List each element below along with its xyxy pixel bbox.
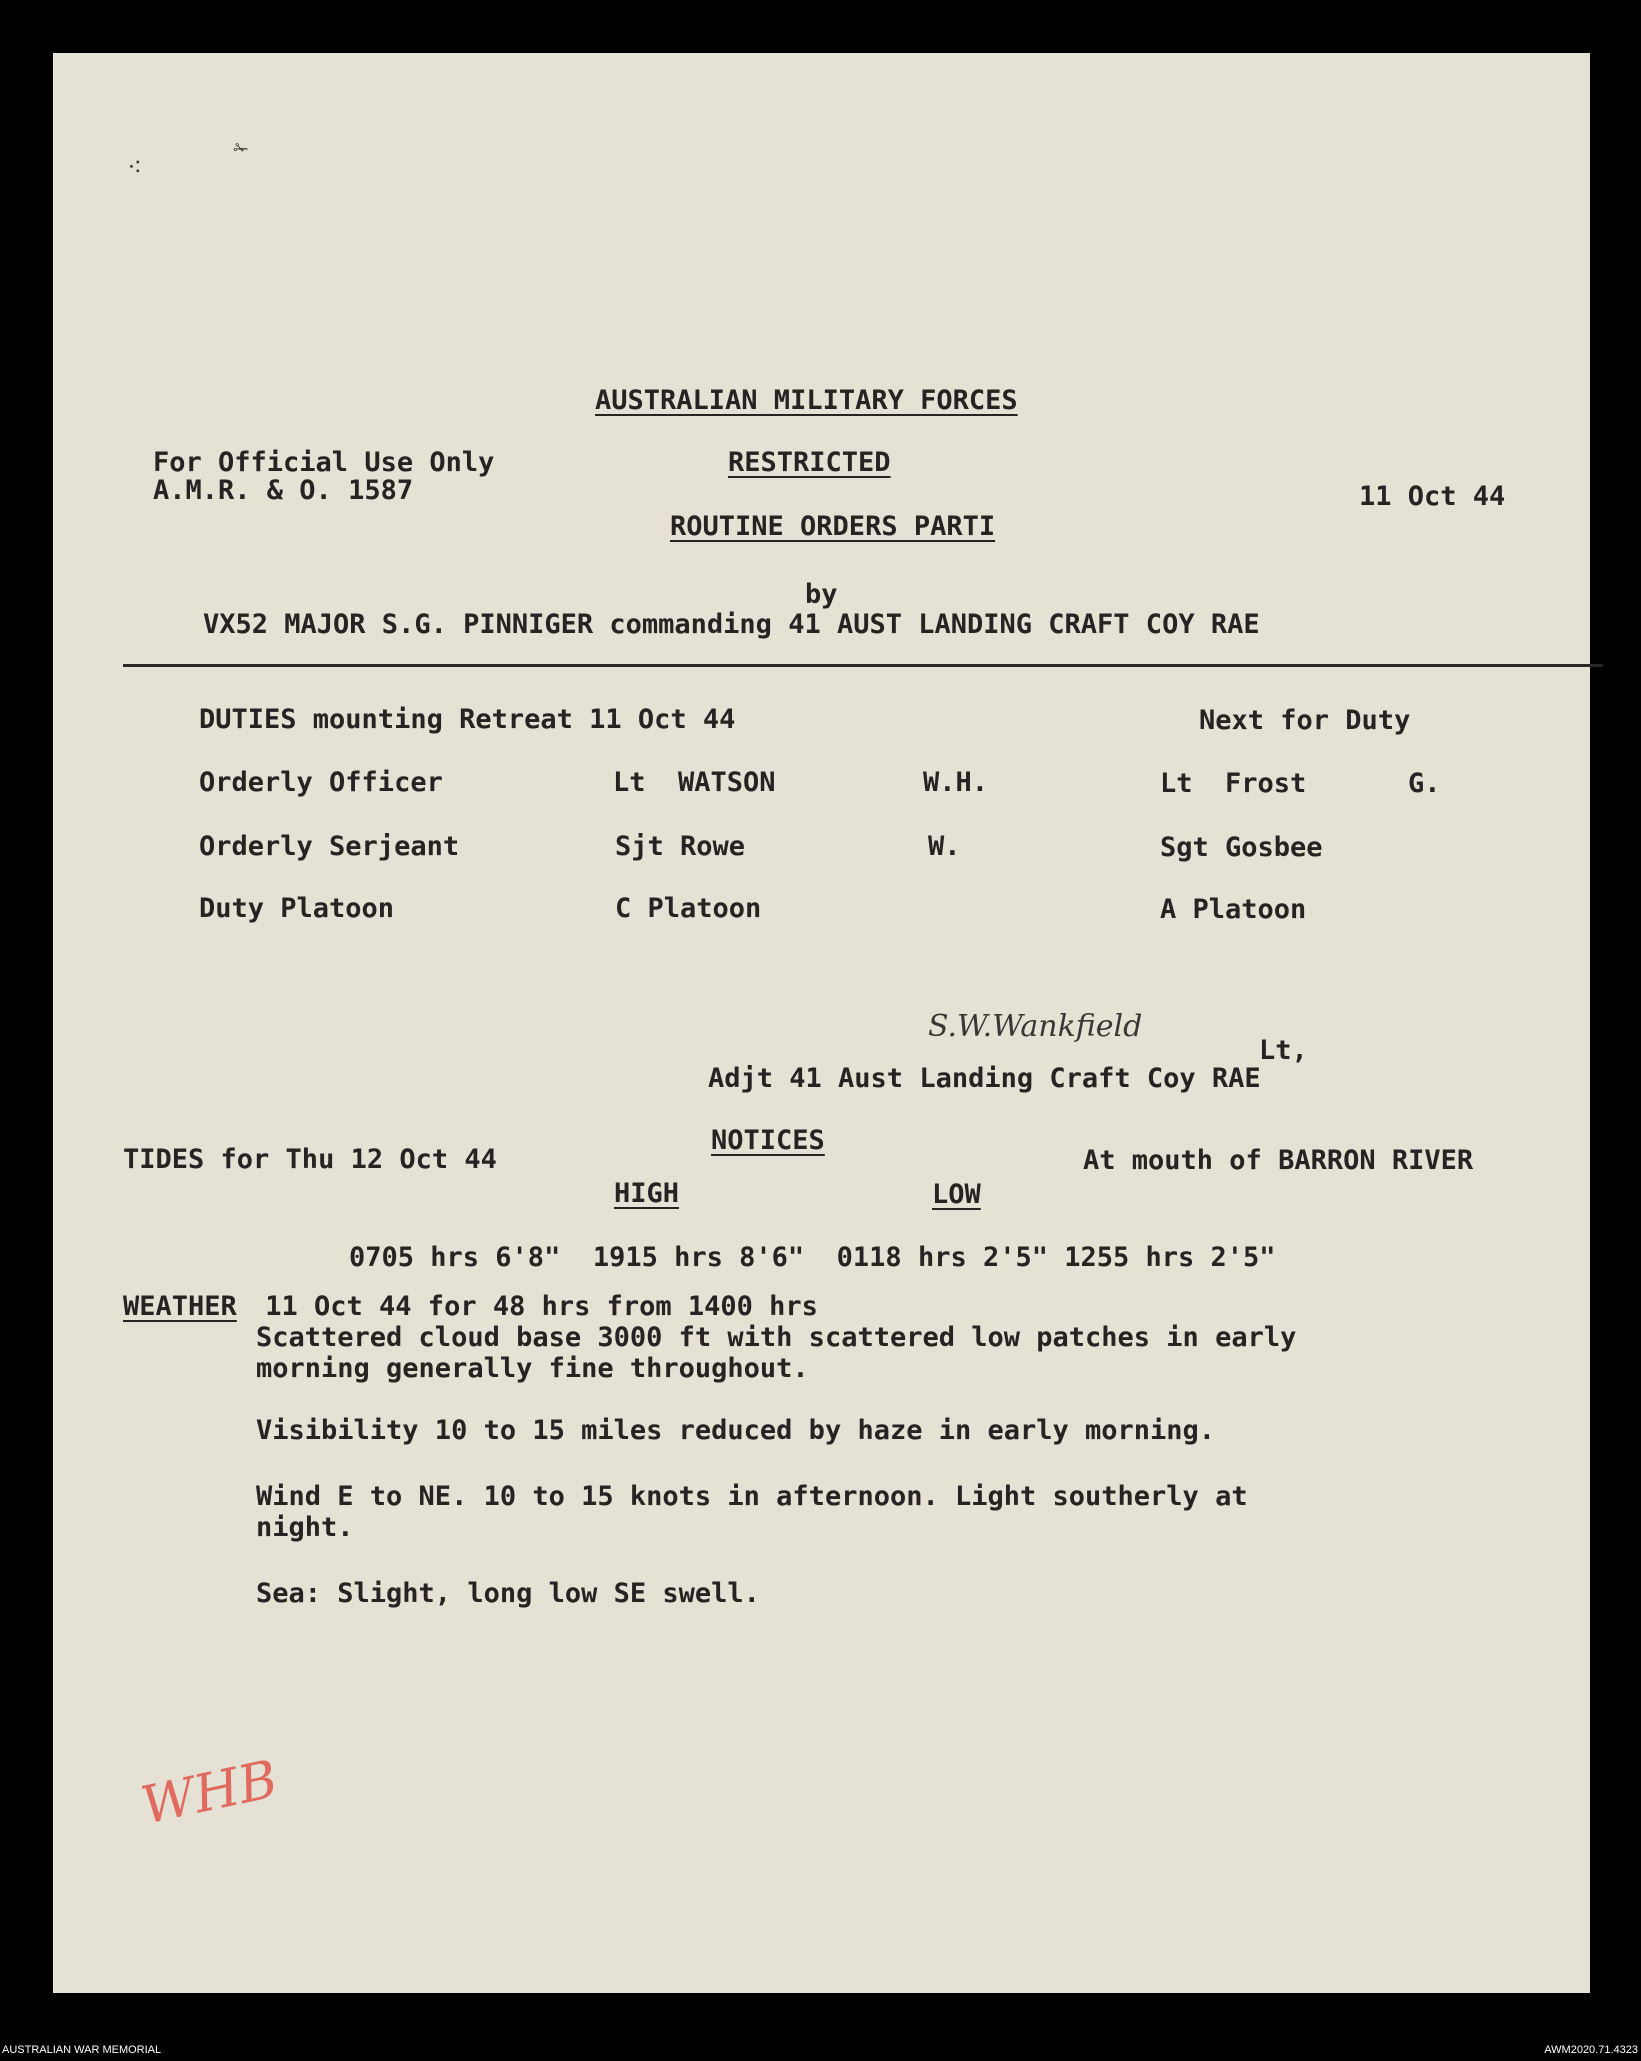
footer-accession: AWM2020.71.4323 [1544, 2044, 1638, 2056]
signature-title: Adjt 41 Aust Landing Craft Coy RAE [708, 1063, 1261, 1094]
orders-title: ROUTINE ORDERS PARTI [670, 511, 996, 542]
weather-line: Visibility 10 to 15 miles reduced by haze in early morning. [256, 1415, 1216, 1446]
tides-label: TIDES for Thu 12 Oct 44 [123, 1144, 497, 1175]
next-for-duty-heading: Next for Duty [1199, 705, 1411, 736]
ink-mark: ✁ [233, 133, 249, 163]
duty-role: Duty Platoon [199, 893, 395, 924]
amr-reference: A.M.R. & O. 1587 [153, 475, 414, 506]
signature-rank: Lt, [1259, 1035, 1308, 1066]
tides-values: 0705 hrs 6'8" 1915 hrs 8'6" 0118 hrs 2'5" 1255 hrs 2'5" [349, 1242, 1276, 1273]
handwritten-signature: S.W.Wankfield [928, 1009, 1143, 1044]
notices-heading: NOTICES [711, 1125, 825, 1156]
footer-source: AUSTRALIAN WAR MEMORIAL [2, 2044, 162, 2056]
by-line: by [805, 579, 838, 610]
weather-line: night. [256, 1512, 354, 1543]
duty-name: Sjt Rowe [615, 831, 746, 862]
classification: RESTRICTED [728, 447, 891, 478]
next-duty-initial: G. [1408, 768, 1441, 799]
next-duty-name: Lt Frost [1160, 768, 1307, 799]
weather-line: Wind E to NE. 10 to 15 knots in afternoon. Light southerly at [256, 1481, 1248, 1512]
divider-rule [123, 664, 1603, 667]
duty-initial: W.H. [923, 767, 989, 798]
next-duty-name: A Platoon [1160, 894, 1307, 925]
duties-heading: DUTIES mounting Retreat 11 Oct 44 [199, 704, 736, 735]
official-use-line: For Official Use Only [153, 447, 495, 478]
tides-high-heading: HIGH [614, 1178, 680, 1209]
tides-location: At mouth of BARRON RIVER [1083, 1145, 1474, 1176]
duty-initial: W. [928, 831, 961, 862]
ink-mark: ⁖ [127, 153, 143, 183]
tides-low-heading: LOW [932, 1179, 981, 1210]
document-page [53, 53, 1590, 1993]
document-title: AUSTRALIAN MILITARY FORCES [595, 385, 1018, 416]
commander-line: VX52 MAJOR S.G. PINNIGER commanding 41 AUST LANDING CRAFT COY RAE [203, 609, 1260, 640]
weather-label: WEATHER [123, 1291, 237, 1322]
weather-line: Sea: Slight, long low SE swell. [256, 1578, 760, 1609]
weather-intro: 11 Oct 44 for 48 hrs from 1400 hrs [249, 1291, 818, 1322]
weather-line: Scattered cloud base 3000 ft with scattered low patches in early [256, 1322, 1297, 1353]
document-date: 11 Oct 44 [1359, 481, 1506, 512]
next-duty-name: Sgt Gosbee [1160, 832, 1323, 863]
weather-line: morning generally fine throughout. [256, 1353, 809, 1384]
duty-role: Orderly Officer [199, 767, 443, 798]
duty-role: Orderly Serjeant [199, 831, 460, 862]
duty-name: Lt WATSON [613, 767, 776, 798]
duty-name: C Platoon [615, 893, 762, 924]
red-handwritten-initials: WHB [136, 1749, 283, 1837]
